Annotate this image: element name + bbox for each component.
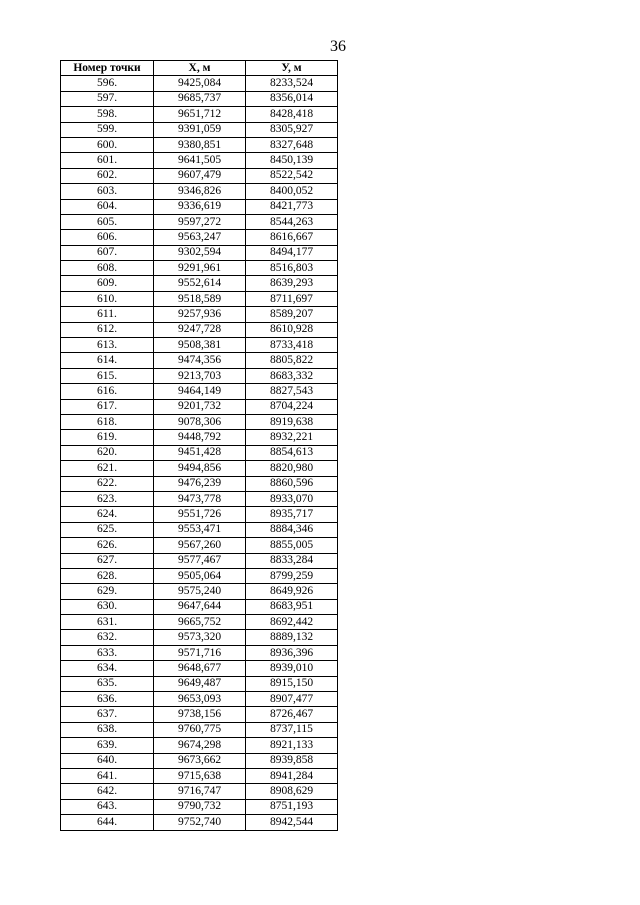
x-coordinate-cell: 9213,703: [154, 368, 246, 383]
x-coordinate-cell: 9575,240: [154, 584, 246, 599]
y-coordinate-cell: 8356,014: [246, 91, 338, 106]
point-number-cell: 625.: [61, 522, 154, 537]
point-number-cell: 608.: [61, 261, 154, 276]
x-coordinate-cell: 9597,272: [154, 214, 246, 229]
point-number-cell: 614.: [61, 353, 154, 368]
x-coordinate-cell: 9790,732: [154, 799, 246, 814]
point-number-cell: 605.: [61, 214, 154, 229]
y-coordinate-cell: 8639,293: [246, 276, 338, 291]
table-row: [61, 384, 338, 399]
x-coordinate-cell: 9391,059: [154, 122, 246, 137]
x-coordinate-cell: 9653,093: [154, 692, 246, 707]
point-number-cell: 624.: [61, 507, 154, 522]
y-coordinate-cell: 8884,346: [246, 522, 338, 537]
y-coordinate-cell: 8692,442: [246, 615, 338, 630]
y-coordinate-cell: 8683,332: [246, 368, 338, 383]
table-row: [61, 184, 338, 199]
table-row: [61, 445, 338, 460]
table-row: [61, 599, 338, 614]
point-number-cell: 604.: [61, 199, 154, 214]
table-row: [61, 107, 338, 122]
y-coordinate-cell: 8327,648: [246, 137, 338, 152]
table-row: [61, 799, 338, 814]
point-number-cell: 609.: [61, 276, 154, 291]
point-number-cell: 642.: [61, 784, 154, 799]
header-point-number: Номер точки: [61, 61, 154, 76]
x-coordinate-cell: 9474,356: [154, 353, 246, 368]
y-coordinate-cell: 8942,544: [246, 815, 338, 830]
table-row: [61, 276, 338, 291]
y-coordinate-cell: 8939,010: [246, 661, 338, 676]
table-header-row: [61, 61, 338, 76]
table-row: [61, 676, 338, 691]
point-number-cell: 606.: [61, 230, 154, 245]
x-coordinate-cell: 9380,851: [154, 137, 246, 152]
point-number-cell: 643.: [61, 799, 154, 814]
y-coordinate-cell: 8833,284: [246, 553, 338, 568]
y-coordinate-cell: 8921,133: [246, 738, 338, 753]
point-number-cell: 636.: [61, 692, 154, 707]
point-number-cell: 602.: [61, 168, 154, 183]
y-coordinate-cell: 8733,418: [246, 338, 338, 353]
point-number-cell: 600.: [61, 137, 154, 152]
point-number-cell: 597.: [61, 91, 154, 106]
y-coordinate-cell: 8494,177: [246, 245, 338, 260]
table-row: [61, 722, 338, 737]
point-number-cell: 601.: [61, 153, 154, 168]
point-number-cell: 607.: [61, 245, 154, 260]
table-row: [61, 476, 338, 491]
point-number-cell: 619.: [61, 430, 154, 445]
x-coordinate-cell: 9577,467: [154, 553, 246, 568]
y-coordinate-cell: 8610,928: [246, 322, 338, 337]
table-row: [61, 245, 338, 260]
point-number-cell: 610.: [61, 291, 154, 306]
y-coordinate-cell: 8855,005: [246, 538, 338, 553]
point-number-cell: 621.: [61, 461, 154, 476]
header-y-coordinate: У, м: [246, 61, 338, 76]
point-number-cell: 644.: [61, 815, 154, 830]
y-coordinate-cell: 8820,980: [246, 461, 338, 476]
x-coordinate-cell: 9674,298: [154, 738, 246, 753]
x-coordinate-cell: 9665,752: [154, 615, 246, 630]
point-number-cell: 641.: [61, 768, 154, 783]
y-coordinate-cell: 8889,132: [246, 630, 338, 645]
table-row: [61, 522, 338, 537]
x-coordinate-cell: 9508,381: [154, 338, 246, 353]
point-number-cell: 628.: [61, 568, 154, 583]
y-coordinate-cell: 8936,396: [246, 645, 338, 660]
table-row: [61, 461, 338, 476]
y-coordinate-cell: 8400,052: [246, 184, 338, 199]
x-coordinate-cell: 9563,247: [154, 230, 246, 245]
y-coordinate-cell: 8450,139: [246, 153, 338, 168]
table-row: [61, 399, 338, 414]
table-row: [61, 353, 338, 368]
y-coordinate-cell: 8751,193: [246, 799, 338, 814]
point-number-cell: 612.: [61, 322, 154, 337]
x-coordinate-cell: 9607,479: [154, 168, 246, 183]
table-row: [61, 137, 338, 152]
y-coordinate-cell: 8935,717: [246, 507, 338, 522]
x-coordinate-cell: 9494,856: [154, 461, 246, 476]
x-coordinate-cell: 9552,614: [154, 276, 246, 291]
x-coordinate-cell: 9336,619: [154, 199, 246, 214]
x-coordinate-cell: 9451,428: [154, 445, 246, 460]
y-coordinate-cell: 8305,927: [246, 122, 338, 137]
x-coordinate-cell: 9760,775: [154, 722, 246, 737]
x-coordinate-cell: 9425,084: [154, 76, 246, 91]
point-number-cell: 596.: [61, 76, 154, 91]
point-number-cell: 617.: [61, 399, 154, 414]
y-coordinate-cell: 8589,207: [246, 307, 338, 322]
y-coordinate-cell: 8939,858: [246, 753, 338, 768]
x-coordinate-cell: 9201,732: [154, 399, 246, 414]
x-coordinate-cell: 9738,156: [154, 707, 246, 722]
point-number-cell: 631.: [61, 615, 154, 630]
point-number-cell: 632.: [61, 630, 154, 645]
y-coordinate-cell: 8919,638: [246, 414, 338, 429]
point-number-cell: 637.: [61, 707, 154, 722]
x-coordinate-cell: 9448,792: [154, 430, 246, 445]
y-coordinate-cell: 8860,596: [246, 476, 338, 491]
y-coordinate-cell: 8827,543: [246, 384, 338, 399]
x-coordinate-cell: 9752,740: [154, 815, 246, 830]
x-coordinate-cell: 9464,149: [154, 384, 246, 399]
point-number-cell: 629.: [61, 584, 154, 599]
x-coordinate-cell: 9257,936: [154, 307, 246, 322]
point-number-cell: 639.: [61, 738, 154, 753]
x-coordinate-cell: 9715,638: [154, 768, 246, 783]
x-coordinate-cell: 9651,712: [154, 107, 246, 122]
y-coordinate-cell: 8428,418: [246, 107, 338, 122]
y-coordinate-cell: 8932,221: [246, 430, 338, 445]
header-x-coordinate: X, м: [154, 61, 246, 76]
x-coordinate-cell: 9302,594: [154, 245, 246, 260]
y-coordinate-cell: 8933,070: [246, 491, 338, 506]
coordinates-table: [60, 60, 338, 831]
point-number-cell: 598.: [61, 107, 154, 122]
x-coordinate-cell: 9551,726: [154, 507, 246, 522]
table-row: [61, 491, 338, 506]
point-number-cell: 611.: [61, 307, 154, 322]
x-coordinate-cell: 9647,644: [154, 599, 246, 614]
table-row: [61, 630, 338, 645]
table-row: [61, 645, 338, 660]
point-number-cell: 616.: [61, 384, 154, 399]
x-coordinate-cell: 9641,505: [154, 153, 246, 168]
table-row: [61, 568, 338, 583]
y-coordinate-cell: 8907,477: [246, 692, 338, 707]
point-number-cell: 603.: [61, 184, 154, 199]
point-number-cell: 622.: [61, 476, 154, 491]
table-row: [61, 91, 338, 106]
table-row: [61, 584, 338, 599]
x-coordinate-cell: 9473,778: [154, 491, 246, 506]
table-row: [61, 692, 338, 707]
y-coordinate-cell: 8649,926: [246, 584, 338, 599]
table-row: [61, 76, 338, 91]
y-coordinate-cell: 8522,542: [246, 168, 338, 183]
y-coordinate-cell: 8704,224: [246, 399, 338, 414]
y-coordinate-cell: 8805,822: [246, 353, 338, 368]
point-number-cell: 640.: [61, 753, 154, 768]
point-number-cell: 630.: [61, 599, 154, 614]
point-number-cell: 618.: [61, 414, 154, 429]
y-coordinate-cell: 8915,150: [246, 676, 338, 691]
point-number-cell: 627.: [61, 553, 154, 568]
point-number-cell: 615.: [61, 368, 154, 383]
table-row: [61, 122, 338, 137]
point-number-cell: 635.: [61, 676, 154, 691]
x-coordinate-cell: 9673,662: [154, 753, 246, 768]
x-coordinate-cell: 9649,487: [154, 676, 246, 691]
table-row: [61, 230, 338, 245]
table-row: [61, 553, 338, 568]
point-number-cell: 613.: [61, 338, 154, 353]
x-coordinate-cell: 9518,589: [154, 291, 246, 306]
x-coordinate-cell: 9685,737: [154, 91, 246, 106]
table-row: [61, 661, 338, 676]
x-coordinate-cell: 9648,677: [154, 661, 246, 676]
x-coordinate-cell: 9476,239: [154, 476, 246, 491]
point-number-cell: 638.: [61, 722, 154, 737]
y-coordinate-cell: 8616,667: [246, 230, 338, 245]
x-coordinate-cell: 9505,064: [154, 568, 246, 583]
y-coordinate-cell: 8233,524: [246, 76, 338, 91]
y-coordinate-cell: 8683,951: [246, 599, 338, 614]
table-row: [61, 615, 338, 630]
table-row: [61, 507, 338, 522]
point-number-cell: 634.: [61, 661, 154, 676]
point-number-cell: 626.: [61, 538, 154, 553]
x-coordinate-cell: 9573,320: [154, 630, 246, 645]
point-number-cell: 623.: [61, 491, 154, 506]
table-row: [61, 538, 338, 553]
table-row: [61, 214, 338, 229]
y-coordinate-cell: 8799,259: [246, 568, 338, 583]
table-row: [61, 414, 338, 429]
table-row: [61, 753, 338, 768]
y-coordinate-cell: 8941,284: [246, 768, 338, 783]
table-row: [61, 430, 338, 445]
x-coordinate-cell: 9716,747: [154, 784, 246, 799]
table-row: [61, 768, 338, 783]
table-row: [61, 338, 338, 353]
page-number: 36: [330, 38, 346, 55]
x-coordinate-cell: 9567,260: [154, 538, 246, 553]
y-coordinate-cell: 8421,773: [246, 199, 338, 214]
table-row: [61, 738, 338, 753]
point-number-cell: 633.: [61, 645, 154, 660]
x-coordinate-cell: 9553,471: [154, 522, 246, 537]
table-row: [61, 707, 338, 722]
table-row: [61, 815, 338, 830]
table-row: [61, 368, 338, 383]
table-row: [61, 291, 338, 306]
x-coordinate-cell: 9078,306: [154, 414, 246, 429]
point-number-cell: 599.: [61, 122, 154, 137]
x-coordinate-cell: 9571,716: [154, 645, 246, 660]
x-coordinate-cell: 9247,728: [154, 322, 246, 337]
y-coordinate-cell: 8854,613: [246, 445, 338, 460]
y-coordinate-cell: 8908,629: [246, 784, 338, 799]
table-row: [61, 784, 338, 799]
table-row: [61, 261, 338, 276]
y-coordinate-cell: 8544,263: [246, 214, 338, 229]
table-row: [61, 199, 338, 214]
table-row: [61, 168, 338, 183]
table-row: [61, 153, 338, 168]
y-coordinate-cell: 8516,803: [246, 261, 338, 276]
x-coordinate-cell: 9291,961: [154, 261, 246, 276]
table-body: [61, 76, 338, 830]
point-number-cell: 620.: [61, 445, 154, 460]
y-coordinate-cell: 8726,467: [246, 707, 338, 722]
table-row: [61, 307, 338, 322]
x-coordinate-cell: 9346,826: [154, 184, 246, 199]
y-coordinate-cell: 8711,697: [246, 291, 338, 306]
table-row: [61, 322, 338, 337]
y-coordinate-cell: 8737,115: [246, 722, 338, 737]
